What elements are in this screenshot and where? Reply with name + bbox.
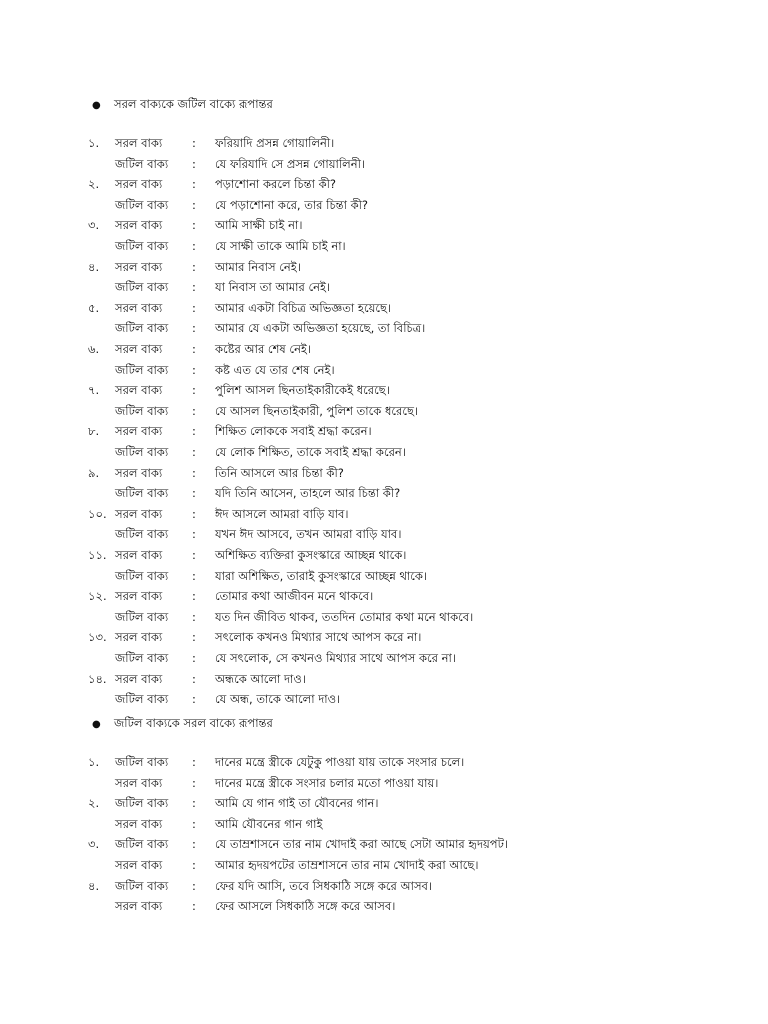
sentence-text: ফের আসলে সিধকাঠি সঙ্গে করে আসব।	[215, 899, 396, 914]
sentence-type-label: জটিল বাক্য	[115, 403, 169, 418]
separator-colon: :	[192, 465, 196, 480]
sentence-type-label: সরল বাক্য	[115, 383, 163, 398]
list-item	[0, 133, 768, 153]
list-item-converted	[0, 154, 768, 174]
separator-colon: :	[192, 136, 196, 150]
sentence-text: যারা অশিক্ষিত, তারাই কুসংস্কারে আচ্ছন্ন থাকে।	[215, 568, 428, 583]
sentence-type-label: সরল বাক্য	[115, 465, 163, 480]
sentence-type-label: সরল বাক্য	[115, 775, 163, 790]
separator-colon: :	[192, 342, 196, 356]
item-number: ৬.	[88, 342, 100, 356]
list-item	[0, 380, 768, 400]
sentence-type-label: সরল বাক্য	[115, 816, 163, 831]
sentence-text: পড়াশোনা করলে চিন্তা কী?	[215, 177, 337, 192]
item-number: ১.	[88, 136, 100, 150]
separator-colon: :	[192, 651, 196, 665]
list-item-converted	[0, 524, 768, 544]
sentence-text: যে লোক শিক্ষিত, তাকে সবাই শ্রদ্ধা করেন।	[215, 445, 406, 459]
sentence-type-label: সরল বাক্য	[115, 218, 163, 233]
separator-colon: :	[192, 755, 196, 769]
sentence-type-label: জটিল বাক্য	[115, 280, 169, 295]
sentence-text: ফের যদি আসি, তবে সিধকাঠি সঙ্গে করে আসব।	[215, 878, 433, 893]
list-item	[0, 298, 768, 318]
separator-colon: :	[192, 671, 196, 686]
sentence-type-label: জটিল বাক্য	[115, 692, 169, 707]
sentence-text: যে সাক্ষী তাকে আমি চাই না।	[215, 239, 346, 253]
list-item	[0, 421, 768, 441]
list-item	[0, 876, 768, 896]
sentence-text: যে অন্ধ, তাকে আলো দাও।	[215, 692, 341, 707]
sentence-type-label: সরল বাক্য	[115, 342, 163, 356]
list-item	[0, 586, 768, 606]
sentence-type-label: জটিল বাক্য	[115, 362, 169, 377]
separator-colon: :	[192, 321, 196, 336]
sentence-type-label: জটিল বাক্য	[115, 239, 169, 253]
list-item-converted	[0, 360, 768, 380]
list-item-converted	[0, 236, 768, 256]
sentence-type-label: জটিল বাক্য	[115, 321, 169, 336]
item-number: ৮.	[88, 424, 100, 439]
section-heading	[92, 715, 273, 733]
list-item	[0, 504, 768, 524]
section-heading	[92, 96, 273, 114]
list-item	[0, 257, 768, 277]
separator-colon: :	[192, 630, 196, 645]
list-item	[0, 627, 768, 647]
sentence-type-label: জটিল বাক্য	[115, 878, 169, 893]
list-item-converted	[0, 401, 768, 421]
separator-colon: :	[192, 858, 196, 872]
item-number: ১১.	[88, 548, 107, 562]
separator-colon: :	[192, 300, 196, 315]
sentence-text: সৎলোক কখনও মিথ্যার সাথে আপস করে না।	[215, 630, 422, 645]
sentence-text: কষ্টের আর শেষ নেই।	[215, 342, 312, 356]
sentence-text: যে পড়াশোনা করে, তার চিন্তা কী?	[215, 197, 369, 212]
sentence-text: তোমার কথা আজীবন মনে থাকবে।	[215, 589, 374, 604]
sentence-type-label: জটিল বাক্য	[115, 755, 169, 769]
list-item-converted	[0, 607, 768, 627]
sentence-type-label: সরল বাক্য	[115, 589, 163, 604]
separator-colon: :	[192, 424, 196, 439]
separator-colon: :	[192, 239, 196, 253]
list-item-converted	[0, 896, 768, 916]
item-number: ৩.	[88, 837, 100, 852]
section-heading-text: জটিল বাক্যকে সরল বাক্যে রূপান্তর	[114, 716, 273, 730]
sentence-text: অশিক্ষিত ব্যক্তিরা কুসংস্কারে আচ্ছন্ন থাকে।	[215, 548, 407, 562]
separator-colon: :	[192, 177, 196, 192]
list-item	[0, 463, 768, 483]
list-item-converted	[0, 566, 768, 586]
sentence-type-label: সরল বাক্য	[115, 899, 163, 914]
sentence-type-label: জটিল বাক্য	[115, 651, 169, 665]
sentence-type-label: জটিল বাক্য	[115, 609, 169, 624]
separator-colon: :	[192, 280, 196, 295]
sentence-text: আমি যে গান গাই তা যৌবনের গান।	[215, 796, 379, 811]
list-item	[0, 834, 768, 854]
section-heading-text: সরল বাক্যকে জটিল বাক্যে রূপান্তর	[114, 97, 273, 111]
sentence-type-label: সরল বাক্য	[115, 630, 163, 645]
separator-colon: :	[192, 383, 196, 398]
sentence-text: পুলিশ আসল ছিনতাইকারীকেই ধরেছে।	[215, 383, 390, 398]
sentence-type-label: সরল বাক্য	[115, 548, 163, 562]
separator-colon: :	[192, 692, 196, 707]
item-number: ৫.	[88, 300, 100, 315]
item-number: ২.	[88, 796, 100, 811]
sentence-type-label: সরল বাক্য	[115, 506, 163, 521]
item-number: ১.	[88, 755, 100, 769]
sentence-text: দানের মন্ত্রে স্ত্রীকে যেটুকু পাওয়া যায় তাকে সংসার চলে।	[215, 755, 465, 769]
list-item	[0, 545, 768, 565]
sentence-type-label: জটিল বাক্য	[115, 445, 169, 459]
separator-colon: :	[192, 568, 196, 583]
separator-colon: :	[192, 775, 196, 790]
list-item-converted	[0, 442, 768, 462]
sentence-type-label: সরল বাক্য	[115, 136, 163, 150]
sentence-type-label: সরল বাক্য	[115, 671, 163, 686]
sentence-text: আমার নিবাস নেই।	[215, 259, 301, 274]
list-item-converted	[0, 318, 768, 338]
sentence-type-label: সরল বাক্য	[115, 424, 163, 439]
list-item	[0, 669, 768, 689]
separator-colon: :	[192, 506, 196, 521]
separator-colon: :	[192, 816, 196, 831]
bullet-icon: ●	[92, 719, 101, 730]
separator-colon: :	[192, 156, 196, 171]
separator-colon: :	[192, 486, 196, 501]
sentence-text: আমি যৌবনের গান গাই	[215, 816, 323, 831]
list-item-converted	[0, 648, 768, 668]
sentence-type-label: সরল বাক্য	[115, 858, 163, 872]
list-item	[0, 793, 768, 813]
sentence-text: যে ফরিযাদি সে প্রসন্ন গোয়ালিনী।	[215, 156, 366, 171]
sentence-text: যা নিবাস তা আমার নেই।	[215, 280, 331, 295]
list-item-converted	[0, 195, 768, 215]
sentence-text: তিনি আসলে আর চিন্তা কী?	[215, 465, 344, 480]
sentence-type-label: জটিল বাক্য	[115, 796, 169, 811]
separator-colon: :	[192, 609, 196, 624]
sentence-text: দানের মন্ত্রে স্ত্রীকে সংসার চলার মতো পাওয়া যায়।	[215, 775, 439, 790]
item-number: ৪.	[88, 878, 100, 893]
separator-colon: :	[192, 796, 196, 811]
item-number: ১৪.	[88, 671, 107, 686]
separator-colon: :	[192, 403, 196, 418]
item-number: ৯.	[88, 465, 100, 480]
sentence-type-label: জটিল বাক্য	[115, 156, 169, 171]
item-number: ১৩.	[88, 630, 107, 645]
sentence-text: যদি তিনি আসেন, তাহলে আর চিন্তা কী?	[215, 486, 401, 501]
sentence-text: শিক্ষিত লোককে সবাই শ্রদ্ধা করেন।	[215, 424, 372, 439]
bullet-icon: ●	[92, 100, 101, 111]
sentence-type-label: সরল বাক্য	[115, 177, 163, 192]
item-number: ২.	[88, 177, 100, 192]
sentence-type-label: জটিল বাক্য	[115, 197, 169, 212]
list-item	[0, 339, 768, 359]
item-number: ১২.	[88, 589, 107, 604]
separator-colon: :	[192, 197, 196, 212]
list-item-converted	[0, 773, 768, 793]
item-number: ৭.	[88, 383, 100, 398]
list-item-converted	[0, 814, 768, 834]
list-item-converted	[0, 277, 768, 297]
sentence-type-label: জটিল বাক্য	[115, 486, 169, 501]
sentence-type-label: জটিল বাক্য	[115, 568, 169, 583]
item-number: ৩.	[88, 218, 100, 233]
separator-colon: :	[192, 218, 196, 233]
separator-colon: :	[192, 548, 196, 562]
separator-colon: :	[192, 445, 196, 459]
sentence-text: কষ্ট এত যে তার শেষ নেই।	[215, 362, 335, 377]
sentence-text: যখন ঈদ আসবে, তখন আমরা বাড়ি যাব।	[215, 527, 402, 542]
sentence-text: অন্ধকে আলো দাও।	[215, 671, 306, 686]
list-item-converted	[0, 855, 768, 875]
separator-colon: :	[192, 878, 196, 893]
sentence-text: ফরিয়াদি প্রসন্ন গোয়ালিনী।	[215, 136, 335, 150]
sentence-type-label: সরল বাক্য	[115, 300, 163, 315]
list-item	[0, 215, 768, 235]
sentence-text: ঈদ আসলে আমরা বাড়ি যাব।	[215, 506, 349, 521]
sentence-type-label: জটিল বাক্য	[115, 837, 169, 852]
separator-colon: :	[192, 527, 196, 542]
sentence-text: আমার হৃদয়পটের তাম্রশাসনে তার নাম খোদাই করা আছে।	[215, 858, 479, 872]
sentence-text: যে তাম্রশাসনে তার নাম খোদাই করা আছে সেটা আমার হৃদয়পট।	[215, 837, 508, 852]
separator-colon: :	[192, 259, 196, 274]
separator-colon: :	[192, 899, 196, 914]
sentence-text: আমি সাক্ষী চাই না।	[215, 218, 303, 233]
item-number: ৪.	[88, 259, 100, 274]
sentence-type-label: সরল বাক্য	[115, 259, 163, 274]
sentence-text: যে আসল ছিনতাইকারী, পুলিশ তাকে ধরেছে।	[215, 403, 419, 418]
separator-colon: :	[192, 362, 196, 377]
sentence-text: যে সৎলোক, সে কখনও মিথ্যার সাথে আপস করে না।	[215, 651, 456, 665]
list-item-converted	[0, 483, 768, 503]
sentence-text: আমার যে একটা অভিজ্ঞতা হয়েছে, তা বিচিত্র।	[215, 321, 426, 336]
list-item-converted	[0, 689, 768, 709]
sentence-text: আমার একটা বিচিত্র অভিজ্ঞতা হয়েছে।	[215, 300, 392, 315]
sentence-type-label: জটিল বাক্য	[115, 527, 169, 542]
separator-colon: :	[192, 589, 196, 604]
separator-colon: :	[192, 837, 196, 852]
list-item	[0, 752, 768, 772]
list-item	[0, 174, 768, 194]
item-number: ১০.	[88, 506, 107, 521]
sentence-text: যত দিন জীবিত থাকব, ততদিন তোমার কথা মনে থাকবে।	[215, 609, 474, 624]
